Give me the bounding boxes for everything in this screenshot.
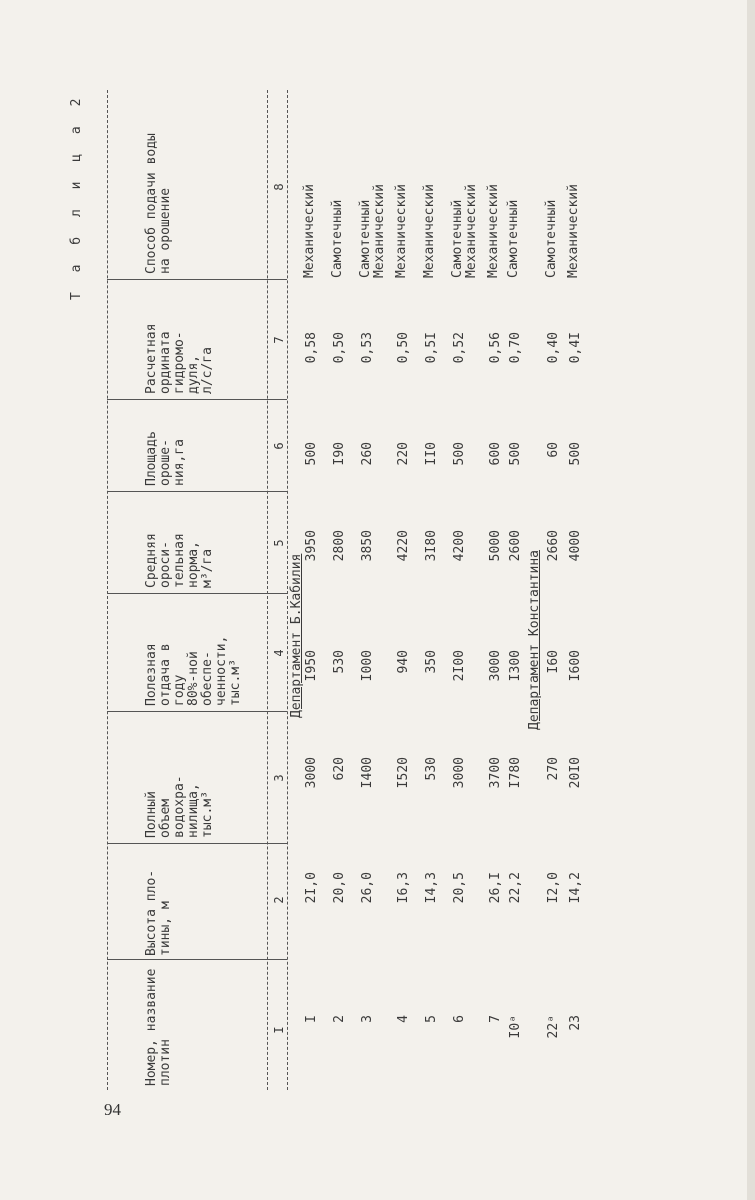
cell-reservoir-volume: 20I0 bbox=[568, 757, 583, 789]
cell-dam-number: I bbox=[304, 1015, 319, 1023]
cell-useful-output: I300 bbox=[508, 650, 523, 682]
cell-dam-number: 2 bbox=[332, 1015, 347, 1023]
cell-useful-output: I000 bbox=[360, 650, 375, 682]
cell-hydromodule: 0,50 bbox=[396, 332, 411, 364]
rotated-table bbox=[69, 90, 647, 1090]
table-top-rule bbox=[107, 90, 108, 1090]
cell-dam-height: I4,3 bbox=[424, 872, 439, 904]
cell-irrigation-area: 500 bbox=[304, 442, 319, 466]
cell-dam-height: 2I,0 bbox=[304, 872, 319, 904]
cell-water-supply-method: Механический bbox=[486, 184, 501, 278]
cell-dam-height: I4,2 bbox=[568, 872, 583, 904]
cell-irrigation-norm: 3850 bbox=[360, 530, 375, 562]
cell-water-supply-method: Самотечный bbox=[506, 199, 521, 278]
cell-useful-output: I600 bbox=[568, 650, 583, 682]
page-number: 94 bbox=[104, 1100, 121, 1119]
cell-hydromodule: 0,70 bbox=[508, 332, 523, 364]
cell-useful-output: I950 bbox=[304, 650, 319, 682]
header-bottom-rule bbox=[267, 90, 268, 1090]
cell-irrigation-norm: 5000 bbox=[488, 530, 503, 562]
section-title: Департамент Константина bbox=[527, 549, 542, 730]
col-divider bbox=[107, 399, 287, 400]
cell-hydromodule: 0,58 bbox=[304, 332, 319, 364]
cell-irrigation-area: II0 bbox=[424, 442, 439, 466]
header-reservoir-volume: Полный объем водохра- нилища, тыс.м³ bbox=[144, 775, 215, 838]
header-hydromodule: Расчетная ордината гидромо- дуля, л/с/га bbox=[144, 323, 215, 394]
column-number: 5 bbox=[272, 539, 286, 547]
cell-dam-number: 7 bbox=[488, 1015, 503, 1023]
column-number: 2 bbox=[272, 896, 286, 904]
col-divider bbox=[107, 843, 287, 844]
cell-hydromodule: 0,56 bbox=[488, 332, 503, 364]
cell-reservoir-volume: I400 bbox=[360, 757, 375, 789]
cell-irrigation-area: 500 bbox=[568, 442, 583, 466]
cell-hydromodule: 0,40 bbox=[546, 332, 561, 364]
column-number-rule bbox=[287, 90, 288, 1090]
cell-useful-output: 2I00 bbox=[452, 650, 467, 682]
cell-useful-output: 350 bbox=[424, 650, 439, 674]
col-divider bbox=[107, 711, 287, 712]
cell-irrigation-area: I90 bbox=[332, 442, 347, 466]
table-label: Т а б л и ц а 2 bbox=[69, 92, 84, 300]
cell-irrigation-area: 500 bbox=[452, 442, 467, 466]
column-number: 8 bbox=[272, 183, 286, 191]
cell-reservoir-volume: I780 bbox=[508, 757, 523, 789]
header-dam-name: Номер, название плотин bbox=[144, 968, 173, 1086]
cell-irrigation-norm: 2660 bbox=[546, 530, 561, 562]
cell-irrigation-norm: 4000 bbox=[568, 530, 583, 562]
cell-dam-height: 20,0 bbox=[332, 872, 347, 904]
col-divider bbox=[107, 959, 287, 960]
page-edge bbox=[747, 0, 755, 1200]
cell-irrigation-norm: 3950 bbox=[304, 530, 319, 562]
cell-dam-number: 3 bbox=[360, 1015, 375, 1023]
column-number: 4 bbox=[272, 649, 286, 657]
cell-useful-output: 3000 bbox=[488, 650, 503, 682]
cell-useful-output: 940 bbox=[396, 650, 411, 674]
cell-useful-output: 530 bbox=[332, 650, 347, 674]
cell-irrigation-area: 600 bbox=[488, 442, 503, 466]
cell-reservoir-volume: 530 bbox=[424, 757, 439, 781]
cell-irrigation-area: 500 bbox=[508, 442, 523, 466]
cell-irrigation-norm: 3I80 bbox=[424, 530, 439, 562]
header-useful-output: Полезная отдача в году 80%-ной обеспе- ченности, тыс.м³ bbox=[144, 635, 243, 706]
header-water-supply-method: Способ подачи воды на орошение bbox=[144, 133, 173, 274]
cell-dam-height: 26,I bbox=[488, 872, 503, 904]
header-irrigation-area: Площадь ороше- ния,га bbox=[144, 431, 187, 486]
header-dam-height: Высота пло- тины, м bbox=[144, 869, 173, 956]
cell-reservoir-volume: 620 bbox=[332, 757, 347, 781]
cell-water-supply-method: Механический bbox=[422, 184, 437, 278]
cell-dam-height: I6,3 bbox=[396, 872, 411, 904]
column-number: 7 bbox=[272, 336, 286, 344]
cell-water-supply-method: Механический bbox=[302, 184, 317, 278]
cell-water-supply-method: Механический bbox=[394, 184, 409, 278]
cell-hydromodule: 0,50 bbox=[332, 332, 347, 364]
cell-irrigation-area: 260 bbox=[360, 442, 375, 466]
cell-dam-number: 4 bbox=[396, 1015, 411, 1023]
cell-dam-number: 23 bbox=[568, 1015, 583, 1031]
cell-water-supply-method: Механический bbox=[566, 184, 581, 278]
cell-reservoir-volume: 270 bbox=[546, 757, 561, 781]
cell-irrigation-norm: 4200 bbox=[452, 530, 467, 562]
cell-water-supply-method: Самотечный bbox=[544, 199, 559, 278]
cell-irrigation-norm: 2800 bbox=[332, 530, 347, 562]
col-divider bbox=[107, 279, 287, 280]
cell-dam-number: 5 bbox=[424, 1015, 439, 1023]
column-number: 3 bbox=[272, 774, 286, 782]
cell-dam-number: 22ᵃ bbox=[546, 1015, 561, 1039]
cell-hydromodule: 0,4I bbox=[568, 332, 583, 364]
header-irrigation-norm: Средняя ороси- тельная норма, м³/га bbox=[144, 533, 215, 588]
cell-water-supply-method: Самотечный Механический bbox=[450, 184, 479, 278]
col-divider bbox=[107, 593, 287, 594]
cell-reservoir-volume: 3000 bbox=[452, 757, 467, 789]
cell-dam-height: 26,0 bbox=[360, 872, 375, 904]
cell-dam-height: I2,0 bbox=[546, 872, 561, 904]
cell-reservoir-volume: 3700 bbox=[488, 757, 503, 789]
cell-dam-number: I0ᵃ bbox=[508, 1015, 523, 1039]
cell-irrigation-area: 220 bbox=[396, 442, 411, 466]
cell-reservoir-volume: I520 bbox=[396, 757, 411, 789]
cell-irrigation-norm: 4220 bbox=[396, 530, 411, 562]
cell-dam-height: 20,5 bbox=[452, 872, 467, 904]
cell-dam-number: 6 bbox=[452, 1015, 467, 1023]
col-divider bbox=[107, 491, 287, 492]
cell-dam-height: 22,2 bbox=[508, 872, 523, 904]
cell-irrigation-area: 60 bbox=[546, 442, 561, 458]
cell-hydromodule: 0,53 bbox=[360, 332, 375, 364]
column-number: 6 bbox=[272, 442, 286, 450]
cell-useful-output: I60 bbox=[546, 650, 561, 674]
cell-hydromodule: 0,5I bbox=[424, 332, 439, 364]
column-number: I bbox=[272, 1026, 286, 1034]
section-title: Департамент Б.Кабилия bbox=[289, 553, 304, 718]
cell-hydromodule: 0,52 bbox=[452, 332, 467, 364]
cell-irrigation-norm: 2600 bbox=[508, 530, 523, 562]
cell-reservoir-volume: 3000 bbox=[304, 757, 319, 789]
cell-water-supply-method: Самотечный Механический bbox=[358, 184, 387, 278]
cell-water-supply-method: Самотечный bbox=[330, 199, 345, 278]
